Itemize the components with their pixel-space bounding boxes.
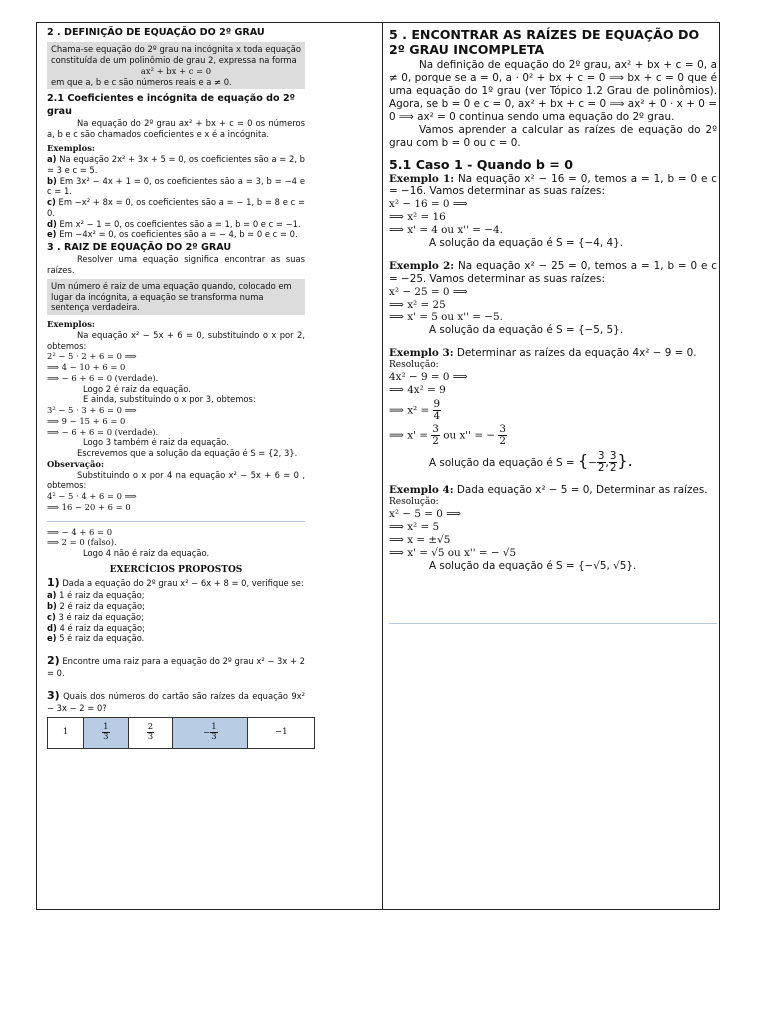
- resolution-label: Resolução:: [389, 360, 439, 371]
- step-line: x² − 25 = 0 ⟹: [389, 285, 468, 298]
- step-line: ⟹ x = ±√5: [389, 534, 451, 547]
- section-3-intro: Resolver uma equação significa encontrar as suas raízes.: [47, 254, 305, 276]
- example-item: d) Em x² − 1 = 0, os coeficientes são a = 1, b = 0 e c = −1.: [47, 218, 301, 229]
- card-cell: − $\frac{1}{3}$: [173, 717, 248, 748]
- step-line: x² − 5 = 0 ⟹: [389, 508, 462, 521]
- section-2-1-title: 2.1 Coeficientes e incógnita de equação do 2º grau: [47, 93, 296, 117]
- step-line: ⟹ x' = 4 ou x'' = −4.: [389, 224, 503, 237]
- step-line: ⟹ x' = $\frac{3}{2}$ ou x'' = − $\frac{3}{2}$: [389, 422, 506, 447]
- question-1: 1) Dada a equação do 2º grau x² − 6x + 8 = 0, verifique se:: [47, 576, 304, 590]
- example-1: Exemplo 1: Na equação x² − 16 = 0, temos a = 1, b = 0 e c = −16. Vamos determinar as suas raízes:: [389, 172, 717, 198]
- conclusion-2: Logo 2 é raiz da equação.: [83, 383, 191, 394]
- card-cell: $\frac{1}{3}$: [84, 717, 129, 748]
- step-line: x² − 16 = 0 ⟹: [389, 198, 468, 211]
- calc-line: ⟹ − 4 + 6 = 0: [47, 526, 113, 537]
- example-intro: Na equação x² − 5x + 6 = 0, substituindo o x por 2, obtemos:: [47, 329, 305, 351]
- column-divider: [382, 23, 383, 909]
- calc-line: ⟹ 2 = 0 (falso).: [47, 537, 117, 548]
- definition-box: [47, 42, 305, 89]
- card-cell: −1: [248, 717, 315, 748]
- step-line: ⟹ x² = 5: [389, 521, 440, 534]
- exercises-title: EXERCÍCIOS PROPOSTOS: [109, 564, 243, 575]
- step-line: 4x² − 9 = 0 ⟹: [389, 371, 468, 384]
- example-3-solution: A solução da equação é S = {− $\frac{3}{2}$ , $\frac{3}{2}$ }.: [429, 450, 633, 475]
- question-1-item: e) 5 é raiz da equação.: [47, 633, 145, 644]
- step-line: ⟹ 4x² = 9: [389, 384, 446, 397]
- step-line: ⟹ x² = $\frac{9}{4}$: [389, 398, 441, 422]
- example-item: e) Em −4x² = 0, os coeficientes são a = − 4, b = 0 e c = 0.: [47, 229, 298, 240]
- card-cell: $\frac{2}{3}$: [128, 717, 173, 748]
- section-separator: [47, 521, 305, 522]
- calc-line: 2² − 5 · 2 + 6 = 0 ⟹: [47, 351, 137, 362]
- card-cell: 1: [48, 717, 84, 748]
- question-1-item: a) 1 é raiz da equação;: [47, 590, 145, 601]
- question-1-item: d) 4 é raiz da equação;: [47, 622, 145, 633]
- example-item: c) Em −x² + 8x = 0, os coeficientes são a = − 1, b = 8 e c = 0.: [47, 197, 305, 218]
- calc-line: ⟹ 9 − 15 + 6 = 0: [47, 415, 126, 426]
- substitute-3-text: E ainda, substituindo o x por 3, obtemos:: [83, 394, 256, 405]
- calc-line: ⟹ − 6 + 6 = 0 (verdade).: [47, 426, 159, 437]
- observation-text: Substituindo o x por 4 na equação x² − 5x + 6 = 0 , obtemos:: [47, 469, 305, 491]
- examples-label: Exemplos:: [47, 143, 95, 154]
- example-4-solution: A solução da equação é S = {−√5, √5}.: [429, 559, 637, 572]
- example-item: b) Em 3x² − 4x + 1 = 0, os coeficientes são a = 3, b = −4 e c = 1.: [47, 175, 305, 197]
- page-frame: [36, 22, 720, 910]
- root-definition-box: [47, 279, 305, 315]
- observation-label: Observação:: [47, 458, 105, 469]
- section-5-text: Na definição de equação do 2º grau, ax² + bx + c = 0, a ≠ 0, porque se a = 0, a · 0² + bx + c = 0 ⟹ bx + c = 0 que é uma equação do 1º grau (ver Tópico 1.2 Grau de polinômios). Agora, se b = 0 e c = 0, ax² + bx + c = 0 ⟹ ax² + 0 · x + 0 = 0 ⟹ ax² = 0 continua sendo uma equação do 2º grau.: [389, 59, 717, 123]
- section-3-title: 3 . RAIZ DE EQUAÇÃO DO 2º GRAU: [47, 242, 232, 254]
- question-1-item: c) 3 é raiz da equação;: [47, 611, 144, 622]
- definition-tail: em que a, b e c são números reais e a ≠ 0.: [51, 76, 232, 87]
- example-item: a) Na equação 2x² + 3x + 5 = 0, os coeficientes são a = 2, b = 3 e c = 5.: [47, 154, 305, 175]
- resolution-label: Resolução:: [389, 497, 439, 508]
- calc-line: ⟹ 16 − 20 + 6 = 0: [47, 501, 131, 512]
- calc-line: 4² − 5 · 4 + 6 = 0 ⟹: [47, 491, 137, 502]
- section-5-text-2: Vamos aprender a calcular as raízes de equação do 2º grau com b = 0 ou c = 0.: [389, 123, 717, 149]
- root-definition-text: Um número é raiz de uma equação quando, colocado em lugar da incógnita, a equação se transforma numa sentença verdadeira.: [51, 280, 292, 313]
- coefficient-examples: [47, 154, 305, 240]
- examples-label-2: Exemplos:: [47, 319, 95, 330]
- step-line: ⟹ x' = 5 ou x'' = −5.: [389, 311, 503, 324]
- question-3: 3) Quais dos números do cartão são raízes da equação 9x² − 3x − 2 = 0?: [47, 688, 305, 714]
- number-card: [47, 717, 315, 749]
- section-2-1-text: Na equação do 2º grau ax² + bx + c = 0 os números a, b e c são chamados coeficientes e x é a incógnita.: [47, 117, 305, 139]
- calc-line: 3² − 5 · 3 + 6 = 0 ⟹: [47, 405, 137, 416]
- section-5-title: 5 . ENCONTRAR AS RAÍZES DE EQUAÇÃO DO 2º GRAU INCOMPLETA: [389, 27, 700, 58]
- calc-line: ⟹ − 6 + 6 = 0 (verdade).: [47, 372, 159, 383]
- calc-line: ⟹ 4 − 10 + 6 = 0: [47, 362, 126, 373]
- left-column: [47, 27, 305, 749]
- section-separator: [389, 623, 717, 624]
- step-line: ⟹ x² = 25: [389, 298, 446, 311]
- example-2: Exemplo 2: Na equação x² − 25 = 0, temos a = 1, b = 0 e c = −25. Vamos determinar as suas raízes:: [389, 259, 717, 285]
- section-5-1-title: 5.1 Caso 1 - Quando b = 0: [389, 157, 574, 173]
- step-line: ⟹ x² = 16: [389, 211, 446, 224]
- question-1-item: b) 2 é raiz da equação;: [47, 601, 145, 612]
- conclusion-4: Logo 4 não é raiz da equação.: [83, 548, 210, 559]
- question-2: 2) Encontre uma raiz para a equação do 2º grau x² − 3x + 2 = 0.: [47, 654, 305, 679]
- conclusion-3: Logo 3 também é raiz da equação.: [83, 437, 229, 448]
- solution-statement: Escrevemos que a solução da equação é S = {2, 3}.: [77, 448, 298, 459]
- example-2-solution: A solução da equação é S = {−5, 5}.: [429, 324, 624, 337]
- example-3: Exemplo 3: Determinar as raízes da equação 4x² − 9 = 0.: [389, 347, 697, 360]
- step-line: ⟹ x' = √5 ou x'' = − √5: [389, 546, 517, 559]
- right-column: [389, 27, 717, 629]
- example-4: Exemplo 4: Dada equação x² − 5 = 0, Determinar as raízes.: [389, 484, 708, 497]
- definition-text: Chama-se equação do 2º grau na incógnita x toda equação constituída de um polinômio de grau 2, expressa na forma: [51, 44, 301, 66]
- definition-formula: ax² + bx + c = 0: [140, 65, 212, 76]
- section-2-title: 2 . DEFINIÇÃO DE EQUAÇÃO DO 2º GRAU: [47, 27, 265, 38]
- example-1-solution: A solução da equação é S = {−4, 4}.: [429, 237, 624, 250]
